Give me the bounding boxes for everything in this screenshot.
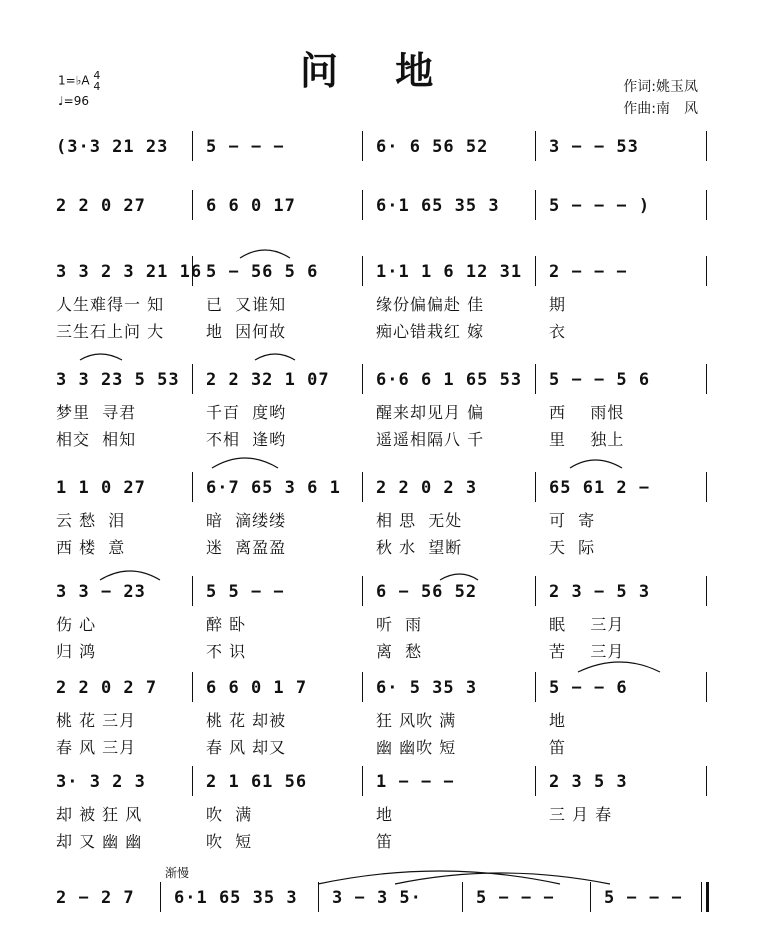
- measure-notes: 2 3 − 5 3: [549, 582, 651, 602]
- lyric-line-2: 迷 离盈盈: [206, 538, 287, 557]
- measure-notes: 6·6 6 1 65 53: [376, 370, 523, 390]
- lyric-line-2: 吹 短: [206, 832, 253, 851]
- lyric-line-1: 眠 三月: [549, 615, 625, 634]
- slur: [570, 460, 622, 468]
- lyric-line-1: 梦里 寻君: [56, 403, 137, 422]
- measure-notes: 3· 3 2 3: [56, 772, 146, 792]
- measure-notes: 5 − − −: [476, 888, 555, 908]
- measure-notes: 5 − − −: [206, 137, 285, 157]
- measure-notes: 6 6 0 1 7: [206, 678, 308, 698]
- tempo-mark: ♩=96: [58, 94, 89, 108]
- measure-notes: 2 2 32 1 07: [206, 370, 330, 390]
- measure-notes: 6·1 65 35 3: [174, 888, 298, 908]
- lyric-line-1: 却 被 狂 风: [56, 805, 143, 824]
- lyricist: 作词:姚玉凤: [623, 79, 698, 95]
- ritardando-mark: 渐慢: [165, 866, 190, 880]
- measure-notes: 2 2 0 27: [56, 196, 146, 216]
- lyric-line-1: 三 月 春: [549, 805, 613, 824]
- lyric-line-2: 笛: [549, 738, 567, 757]
- lyric-line-2: 苦 三月: [549, 642, 625, 661]
- slur: [80, 354, 122, 360]
- measure-notes: 5 − − 5 6: [549, 370, 651, 390]
- lyric-line-2: 三生石上问 大: [56, 322, 165, 341]
- lyric-line-1: 缘份偏偏赴 佳: [376, 295, 485, 314]
- lyric-line-1: 西 雨恨: [549, 403, 625, 422]
- slur: [578, 662, 660, 672]
- lyric-line-1: 桃 花 却被: [206, 711, 287, 730]
- lyric-line-1: 醉 卧: [206, 615, 247, 634]
- measure-notes: 3 3 23 5 53: [56, 370, 180, 390]
- lyric-line-1: 已 又谁知: [206, 295, 287, 314]
- lyric-line-2: 天 际: [549, 538, 596, 557]
- measure-notes: (3·3 21 23: [56, 137, 169, 157]
- lyric-line-2: 痴心错栽红 嫁: [376, 322, 485, 341]
- measure-notes: 2 − − −: [549, 262, 628, 282]
- lyric-line-2: 归 鸿: [56, 642, 97, 661]
- lyric-line-2: 秋 水 望断: [376, 538, 463, 557]
- lyric-line-2: 春 风 三月: [56, 738, 137, 757]
- lyric-line-2: 衣: [549, 322, 567, 341]
- measure-notes: 5 − − −: [604, 888, 683, 908]
- lyric-line-1: 吹 满: [206, 805, 253, 824]
- measure-notes: 2 3 5 3: [549, 772, 628, 792]
- slur: [100, 571, 160, 580]
- measure-notes: 1 1 0 27: [56, 478, 146, 498]
- lyric-line-1: 醒来却见月 偏: [376, 403, 485, 422]
- time-signature-top: 4: [93, 69, 101, 82]
- measure-notes: 3 − − 53: [549, 137, 639, 157]
- lyric-line-1: 狂 风吹 满: [376, 711, 457, 730]
- time-signature-bottom: 4: [93, 80, 101, 93]
- lyric-line-1: 暗 滴缕缕: [206, 511, 287, 530]
- measure-notes: 65 61 2 −: [549, 478, 651, 498]
- lyric-line-2: 不 识: [206, 642, 247, 661]
- lyric-line-1: 桃 花 三月: [56, 711, 137, 730]
- lyric-line-1: 千百 度哟: [206, 403, 287, 422]
- measure-notes: 6· 6 56 52: [376, 137, 489, 157]
- measure-notes: 1·1 1 6 12 31: [376, 262, 523, 282]
- lyric-line-2: 遥遥相隔八 千: [376, 430, 485, 449]
- lyric-line-2: 春 风 却又: [206, 738, 287, 757]
- measure-notes: 1 − − −: [376, 772, 455, 792]
- lyric-line-2: 幽 幽吹 短: [376, 738, 457, 757]
- slur: [212, 458, 278, 468]
- measure-notes: 3 3 2 3 21 16: [56, 262, 203, 282]
- measure-notes: 2 1 61 56: [206, 772, 308, 792]
- lyric-line-1: 相 思 无处: [376, 511, 463, 530]
- lyric-line-2: 笛: [376, 832, 394, 851]
- measure-notes: 6 6 0 17: [206, 196, 296, 216]
- lyric-line-2: 相交 相知: [56, 430, 137, 449]
- lyric-line-2: 西 楼 意: [56, 538, 126, 557]
- lyric-line-1: 伤 心: [56, 615, 97, 634]
- slur: [255, 354, 295, 360]
- lyric-line-1: 期: [549, 295, 567, 314]
- lyric-line-1: 地: [549, 711, 567, 730]
- measure-notes: 3 − 3 5·: [332, 888, 422, 908]
- measure-notes: 2 − 2 7: [56, 888, 135, 908]
- slur: [240, 250, 290, 258]
- measure-notes: 2 2 0 2 3: [376, 478, 478, 498]
- song-title: 问 地: [300, 48, 456, 93]
- key-signature: 1=♭A: [58, 73, 90, 88]
- lyric-line-2: 里 独上: [549, 430, 625, 449]
- lyric-line-1: 可 寄: [549, 511, 596, 530]
- measure-notes: 5 − 56 5 6: [206, 262, 319, 282]
- measure-notes: 6·1 65 35 3: [376, 196, 500, 216]
- measure-notes: 3 3 − 23: [56, 582, 146, 602]
- lyric-line-2: 离 愁: [376, 642, 423, 661]
- lyric-line-2: 地 因何故: [206, 322, 287, 341]
- measure-notes: 2 2 0 2 7: [56, 678, 158, 698]
- lyric-line-2: 不相 逢哟: [206, 430, 287, 449]
- lyric-line-1: 人生难得一 知: [56, 295, 165, 314]
- slur: [440, 574, 478, 580]
- measure-notes: 6 − 56 52: [376, 582, 478, 602]
- measure-notes: 5 5 − −: [206, 582, 285, 602]
- lyric-line-2: 却 又 幽 幽: [56, 832, 143, 851]
- lyric-line-1: 地: [376, 805, 394, 824]
- lyric-line-1: 云 愁 泪: [56, 511, 126, 530]
- measure-notes: 6·7 65 3 6 1: [206, 478, 341, 498]
- measure-notes: 5 − − 6: [549, 678, 628, 698]
- composer: 作曲:南 风: [623, 101, 698, 117]
- lyric-line-1: 听 雨: [376, 615, 423, 634]
- measure-notes: 6· 5 35 3: [376, 678, 478, 698]
- measure-notes: 5 − − − ): [549, 196, 651, 216]
